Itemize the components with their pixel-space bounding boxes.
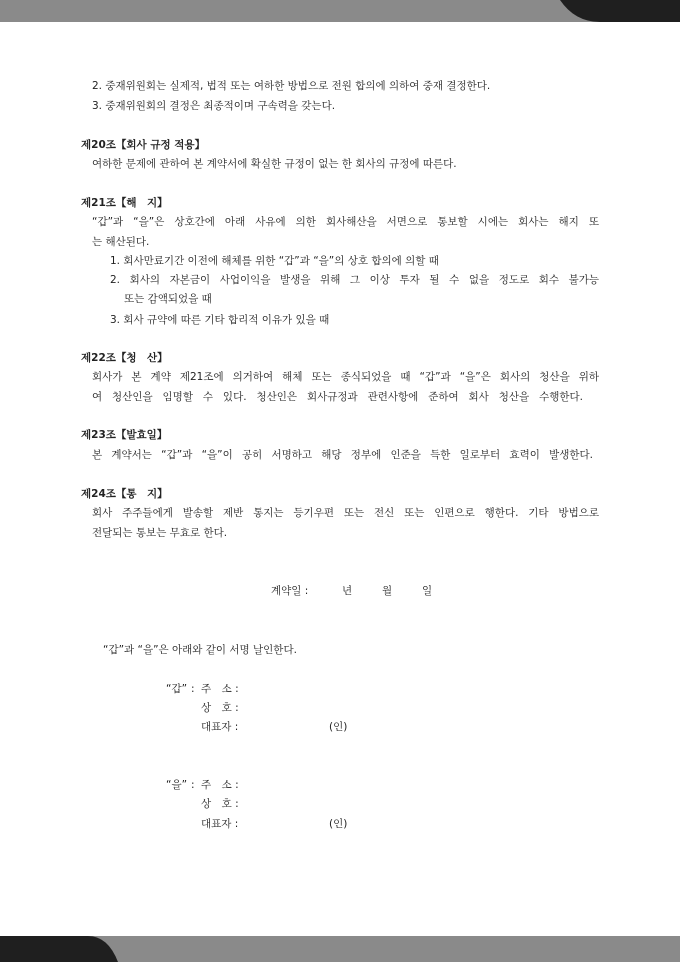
party-a-address-label: 주 소 : — [201, 683, 239, 695]
party-b-address-label: 주 소 : — [201, 779, 239, 791]
art24-body-line1: 회사 주주들에게 발송할 제반 통지는 등기우편 또는 전신 또는 인편으로 행한다. 기타 방법으로 — [92, 507, 599, 519]
signature-intro: “갑”과 “을”은 아래와 같이 서명 날인한다. — [103, 644, 297, 656]
contract-date-day: 일 — [422, 585, 433, 597]
party-a-seal: (인) — [329, 721, 348, 733]
art19-item3: 3. 중재위원회의 결정은 최종적이며 구속력을 갖는다. — [92, 100, 336, 112]
art22-title: 제22조【청 산】 — [81, 352, 168, 364]
art24-body-line2: 전달되는 통보는 무효로 한다. — [92, 527, 228, 539]
art22-body-line2: 여 청산인을 임명할 수 있다. 청산인은 회사규정과 관련사항에 준하여 회사 청산을 수행한다. — [92, 391, 583, 403]
art21-item3: 3. 회사 규약에 따른 기타 합리적 이유가 있을 때 — [110, 314, 330, 326]
party-b-seal: (인) — [329, 818, 348, 830]
party-a-colon: : — [191, 683, 195, 695]
art24-title: 제24조【통 지】 — [81, 488, 168, 500]
footer-band — [0, 936, 680, 962]
contract-date-label: 계약일 : — [271, 585, 309, 597]
party-a-name: “갑” — [166, 683, 188, 695]
art21-item1: 1. 회사만료기간 이전에 해체를 위한 “갑”과 “을”의 상호 합의에 의할 때 — [110, 255, 439, 267]
art23-body: 본 계약서는 “갑”과 “을”이 공히 서명하고 해당 정부에 인준을 득한 일로부터 효력이 발생한다. — [92, 449, 593, 461]
party-a-company-label: 상 호 : — [201, 702, 239, 714]
art19-item2: 2. 중재위원회는 실제적, 법적 또는 여하한 방법으로 전원 합의에 의하여 중재 결정한다. — [92, 80, 491, 92]
art20-body: 여하한 문제에 관하여 본 계약서에 확실한 규정이 없는 한 회사의 규정에 따른다. — [92, 158, 457, 170]
contract-date-month: 월 — [382, 585, 393, 597]
party-b-colon: : — [191, 779, 195, 791]
art21-title: 제21조【해 지】 — [81, 197, 168, 209]
party-b-rep-label: 대표자 : — [201, 818, 239, 830]
art23-title: 제23조【발효일】 — [81, 429, 168, 441]
party-b-company-label: 상 호 : — [201, 798, 239, 810]
art21-body-line2: 는 해산된다. — [92, 236, 150, 248]
footer-corner-accent — [0, 936, 118, 962]
art22-body-line1: 회사가 본 계약 제21조에 의거하여 해체 또는 종식되었을 때 “갑”과 “을”은 회사의 청산을 위하 — [92, 371, 599, 383]
art21-item2-line2: 또는 감액되었을 때 — [124, 293, 212, 305]
art21-item2-line1: 2. 회사의 자본금이 사업이익을 발생을 위해 그 이상 투자 될 수 없을 정도로 회수 불가능 — [110, 274, 599, 286]
party-b-name: “을” — [166, 779, 188, 791]
party-a-rep-label: 대표자 : — [201, 721, 239, 733]
header-band — [0, 0, 680, 22]
art20-title: 제20조【회사 규정 적용】 — [81, 139, 206, 151]
contract-date-year: 년 — [342, 585, 353, 597]
art21-body-line1: “갑”과 “을”은 상호간에 아래 사유에 의한 회사해산을 서면으로 통보할 시에는 회사는 해지 또 — [92, 216, 599, 228]
